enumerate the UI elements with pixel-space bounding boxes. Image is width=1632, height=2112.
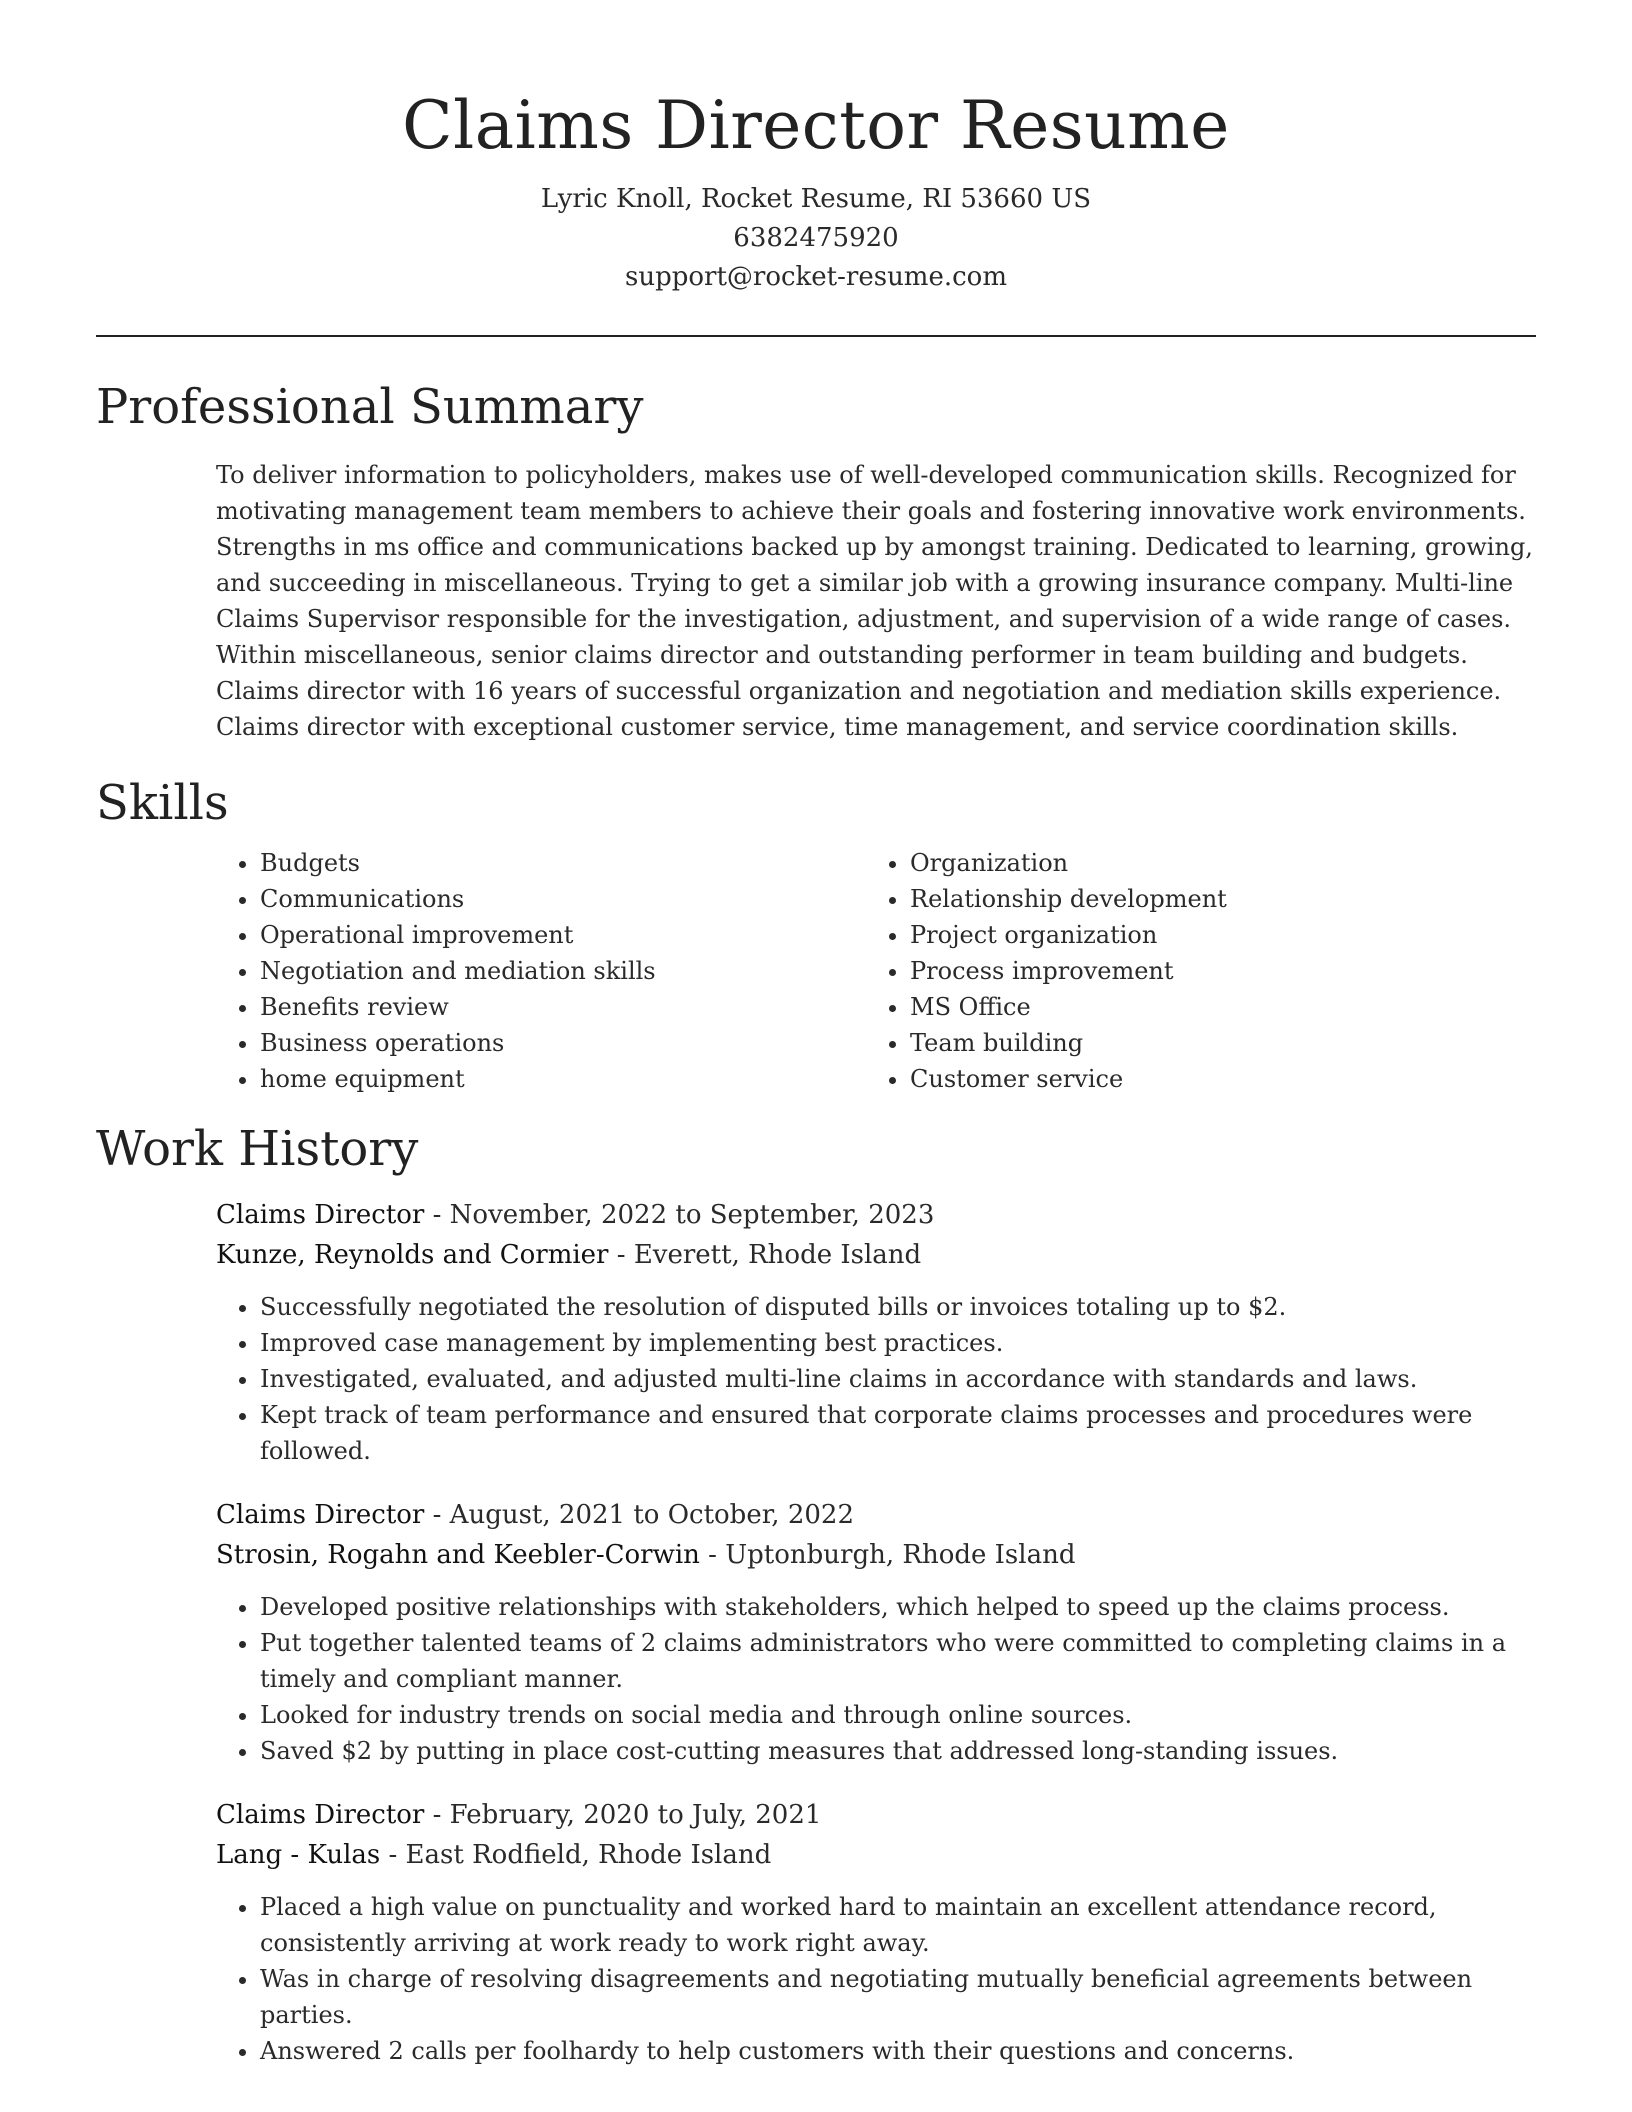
job-entry	[216, 1195, 1536, 1469]
skill-item: • Operational improvement	[260, 917, 866, 953]
job-bullets	[216, 1589, 1536, 1769]
job-bullet: • Answered 2 calls per foolhardy to help customers with their questions and concerns.	[260, 2033, 1536, 2069]
job-company-line	[216, 1835, 1536, 1875]
resume-header	[96, 0, 1536, 297]
job-dates: - February, 2020 to July, 2021	[424, 1800, 822, 1830]
skill-item: • Relationship development	[910, 881, 1516, 917]
job-title: Claims Director	[216, 1500, 425, 1530]
job-bullet: • Put together talented teams of 2 claims administrators who were committed to completing claims in a timely and compliant manner.	[260, 1625, 1536, 1697]
job-title-line	[216, 1495, 1536, 1535]
skills-list	[96, 845, 1536, 1097]
resume-page	[96, 0, 1536, 2069]
job-entry	[216, 1495, 1536, 1769]
job-entry	[216, 1795, 1536, 2069]
job-bullet: • Kept track of team performance and ensured that corporate claims processes and procedures were followed.	[260, 1397, 1536, 1469]
job-title: Claims Director	[216, 1200, 425, 1230]
job-company-line	[216, 1235, 1536, 1275]
summary-heading: Professional Summary	[96, 379, 644, 435]
skills-column-left	[216, 845, 866, 1097]
skill-item: • Team building	[910, 1025, 1516, 1061]
skill-item: • Benefits review	[260, 989, 866, 1025]
job-bullet: • Placed a high value on punctuality and worked hard to maintain an excellent attendance record, consistently arriving at work ready to work right away.	[260, 1889, 1536, 1961]
job-bullets	[216, 1289, 1536, 1469]
resume-title: Claims Director Resume	[402, 87, 1230, 164]
skill-item: • home equipment	[260, 1061, 866, 1097]
skill-item: • Customer service	[910, 1061, 1516, 1097]
job-location: - Everett, Rhode Island	[608, 1240, 922, 1270]
job-title-line	[216, 1195, 1536, 1235]
skill-item: • MS Office	[910, 989, 1516, 1025]
skills-heading: Skills	[96, 775, 229, 831]
skill-item: • Organization	[910, 845, 1516, 881]
job-dates: - August, 2021 to October, 2022	[424, 1500, 854, 1530]
header-divider	[96, 335, 1536, 337]
skill-item: • Business operations	[260, 1025, 866, 1061]
contact-email: support@rocket-resume.com	[624, 262, 1007, 292]
summary-text: To deliver information to policyholders, makes use of well-developed communication skills. Recognized for motivating management team members to achieve their goals and fostering innovative work environments. Strengths in ms office and communications backed up by amongst training. Dedicated to learning, growing, and succeeding in miscellaneous. Trying to get a similar job with a growing insurance company. Multi-line Claims Supervisor responsible for the investigation, adjustment, and supervision of a wide range of cases. Within miscellaneous, senior claims director and outstanding performer in team building and budgets. Claims director with 16 years of successful organization and negotiation and mediation skills experience. Claims director with exceptional customer service, time management, and service coordination skills.	[216, 461, 1533, 741]
job-location: - Uptonburgh, Rhode Island	[699, 1540, 1076, 1570]
job-company: Strosin, Rogahn and Keebler-Corwin	[216, 1540, 700, 1570]
skill-item: • Budgets	[260, 845, 866, 881]
contact-address: Lyric Knoll, Rocket Resume, RI 53660 US	[540, 184, 1092, 214]
skill-item: • Communications	[260, 881, 866, 917]
skill-item: • Project organization	[910, 917, 1516, 953]
job-location: - East Rodfield, Rhode Island	[380, 1840, 772, 1870]
job-bullet: • Improved case management by implementing best practices.	[260, 1325, 1536, 1361]
skills-column-right	[866, 845, 1516, 1097]
contact-block	[96, 180, 1536, 297]
job-dates: - November, 2022 to September, 2023	[424, 1200, 935, 1230]
job-bullet: • Saved $2 by putting in place cost-cutting measures that addressed long-standing issues.	[260, 1733, 1536, 1769]
skill-item: • Negotiation and mediation skills	[260, 953, 866, 989]
work-history-heading: Work History	[96, 1121, 419, 1177]
job-bullet: • Investigated, evaluated, and adjusted multi-line claims in accordance with standards and laws.	[260, 1361, 1536, 1397]
job-bullet: • Was in charge of resolving disagreements and negotiating mutually beneficial agreements between parties.	[260, 1961, 1536, 2033]
job-bullets	[216, 1889, 1536, 2069]
skill-item: • Process improvement	[910, 953, 1516, 989]
job-company: Lang - Kulas	[216, 1840, 381, 1870]
job-company-line	[216, 1535, 1536, 1575]
job-company: Kunze, Reynolds and Cormier	[216, 1240, 609, 1270]
job-title: Claims Director	[216, 1800, 425, 1830]
job-bullet: • Developed positive relationships with stakeholders, which helped to speed up the claims process.	[260, 1589, 1536, 1625]
job-title-line	[216, 1795, 1536, 1835]
contact-phone: 6382475920	[733, 223, 899, 253]
job-bullet: • Successfully negotiated the resolution of disputed bills or invoices totaling up to $2.	[260, 1289, 1536, 1325]
job-bullet: • Looked for industry trends on social media and through online sources.	[260, 1697, 1536, 1733]
